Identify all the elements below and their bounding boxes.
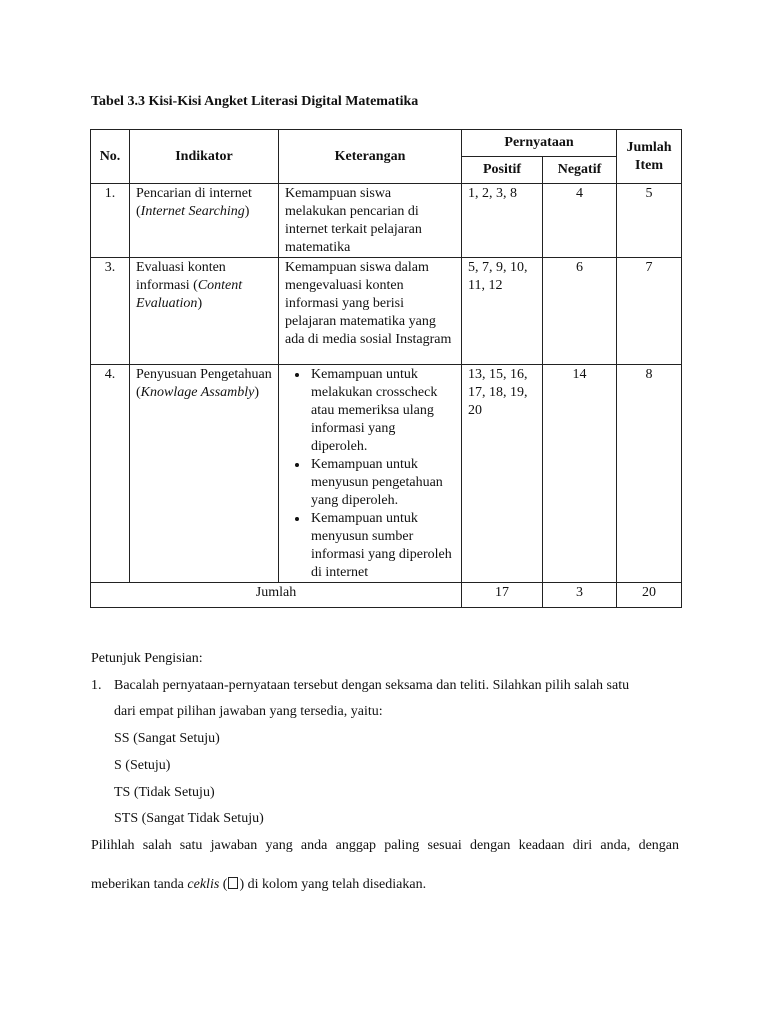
table-row <box>91 365 682 583</box>
row-jumlah: 5 <box>617 184 682 258</box>
row-keterangan: Kemampuan siswa melakukan pencarian di internet terkait pelajaran matematika <box>279 184 462 258</box>
header-indikator: Indikator <box>130 130 279 184</box>
row-positif: 13, 15, 16, 17, 18, 19, 20 <box>462 365 543 583</box>
instruction-item-line-1: Bacalah pernyataan-pernyataan tersebut dengan seksama dan teliti. Silahkan pilih salah satu <box>114 678 630 693</box>
instruction-item-line-2: dari empat pilihan jawaban yang tersedia, yaitu: <box>114 704 383 719</box>
row-jumlah: 8 <box>617 365 682 583</box>
keterangan-bullet-list <box>285 366 455 582</box>
row-no: 3. <box>91 258 130 365</box>
header-keterangan: Keterangan <box>279 130 462 184</box>
bullet-item: • Kemampuan untuk melakukan crosscheck atau memeriksa ulang informasi yang diperoleh. <box>309 366 455 456</box>
header-row-1 <box>91 130 682 157</box>
total-jumlah: 20 <box>617 583 682 608</box>
row-negatif: 4 <box>543 184 617 258</box>
row-negatif: 14 <box>543 365 617 583</box>
kisi-kisi-table <box>90 129 682 608</box>
row-indikator: Pencarian di internet (Internet Searching) <box>130 184 279 258</box>
total-row <box>91 583 682 608</box>
option-ss: SS (Sangat Setuju) <box>114 731 220 746</box>
checkbox-symbol-icon <box>228 877 238 889</box>
table-title: Tabel 3.3 Kisi-Kisi Angket Literasi Digital Matematika <box>91 94 419 109</box>
option-s: S (Setuju) <box>114 758 171 773</box>
table-row <box>91 184 682 258</box>
row-indikator: Penyusuan Pengetahuan (Knowlage Assambly) <box>130 365 279 583</box>
bullet-item: • Kemampuan untuk menyusun sumber informasi yang diperoleh di internet <box>309 510 455 582</box>
closing-line-1: Pilihlah salah satu jawaban yang anda anggap paling sesuai dengan keadaan diri anda, dengan <box>91 838 679 853</box>
header-positif: Positif <box>462 157 543 184</box>
row-jumlah: 7 <box>617 258 682 365</box>
instruction-item-number: 1. <box>91 678 102 693</box>
row-no: 1. <box>91 184 130 258</box>
closing-line-2: meberikan tanda ceklis ( ) di kolom yang telah disediakan. <box>91 877 427 892</box>
row-positif: 1, 2, 3, 8 <box>462 184 543 258</box>
option-sts: STS (Sangat Tidak Setuju) <box>114 811 264 826</box>
header-jumlah-label: Jumlah <box>626 139 672 155</box>
header-negatif: Negatif <box>543 157 617 184</box>
row-keterangan: Kemampuan siswa dalam mengevaluasi konten informasi yang berisi pelajaran matematika yang ada di media sosial Instagram <box>279 258 462 365</box>
header-jumlah-item <box>617 130 682 184</box>
header-item-label: Item <box>635 157 663 173</box>
total-negatif: 3 <box>543 583 617 608</box>
row-negatif: 6 <box>543 258 617 365</box>
row-keterangan <box>279 365 462 583</box>
total-label: Jumlah <box>91 583 462 608</box>
row-positif: 5, 7, 9, 10, 11, 12 <box>462 258 543 365</box>
row-indikator: Evaluasi konten informasi (Content Evaluation) <box>130 258 279 365</box>
instructions-heading: Petunjuk Pengisian: <box>91 651 203 666</box>
bullet-item: • Kemampuan untuk menyusun pengetahuan yang diperoleh. <box>309 456 455 510</box>
total-positif: 17 <box>462 583 543 608</box>
header-pernyataan: Pernyataan <box>462 130 617 157</box>
option-ts: TS (Tidak Setuju) <box>114 785 215 800</box>
row-no: 4. <box>91 365 130 583</box>
header-no: No. <box>91 130 130 184</box>
table-row <box>91 258 682 365</box>
